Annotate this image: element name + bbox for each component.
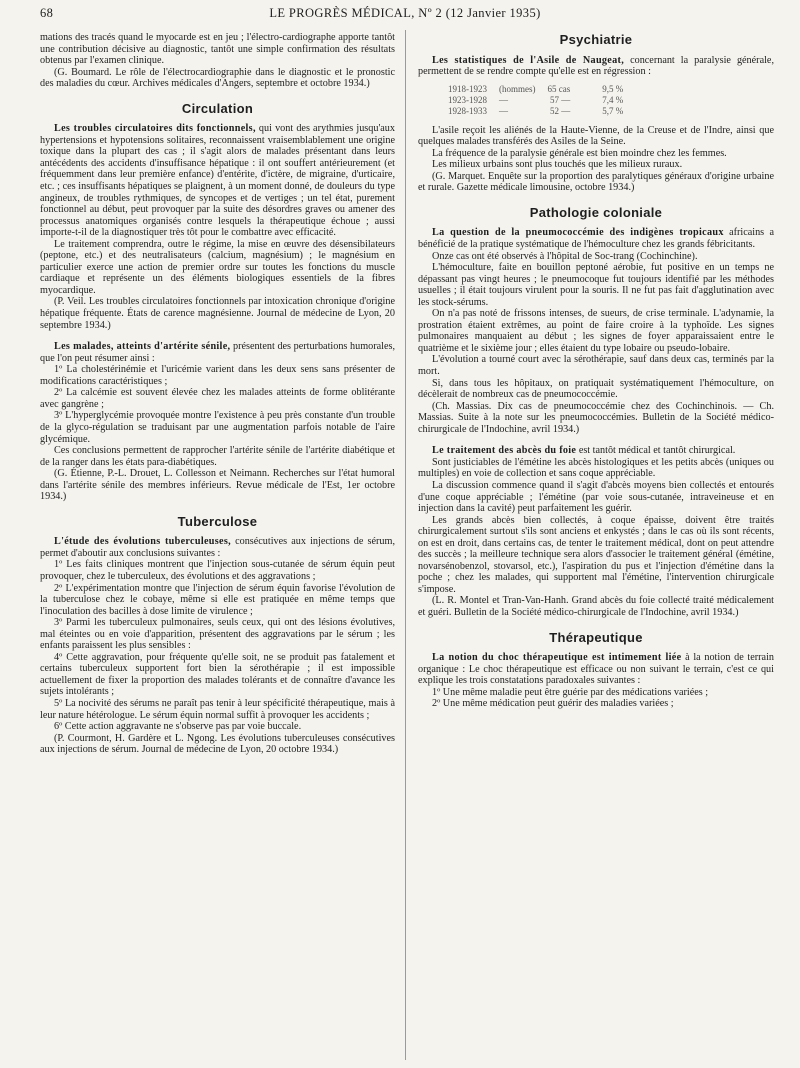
- lead-phrase: Le traitement des abcès du foie: [432, 445, 577, 457]
- paragraph: L'asile reçoit les aliénés de la Haute-Vienne, de la Creuse et de l'Indre, ainsi que quelques malades transférés des Asiles de la Seine.: [418, 124, 774, 148]
- paragraph: Si, dans tous les hôpitaux, on pratiquait systématiquement l'hémoculture, on décèlerait de nombreux cas de pneumococcémie.: [418, 377, 774, 401]
- paragraph: La discussion commence quand il s'agit d'abcès moyens bien collectés et entourés d'une coque appréciable ; l'émétine (par voie sous-cutanée, intraveineuse et en injection dans la cavité) peut parfaitement les guérir.: [418, 479, 774, 515]
- reference: (Ch. Massias. Dix cas de pneumococcémie chez des Cochinchinois. — Ch. Massias. Suite à la note sur les pneumococcémies. Bulletin de la Société médico-chirurgicale de l'Indochine, avril 1934.): [418, 400, 774, 435]
- reference: (G. Boumard. Le rôle de l'électrocardiographie dans le diagnostic et le pronostic des maladies du cœur. Archives médicales d'Angers, septembre et octobre 1934.): [40, 66, 395, 90]
- list-item: 6º Cette action aggravante ne s'observe pas par voie buccale.: [54, 721, 302, 733]
- table-cell: (hommes): [499, 83, 536, 94]
- paragraph: [418, 652, 774, 687]
- table-cell: 1923-1928: [448, 94, 487, 105]
- list-item: 4º Cette aggravation, pour fréquente qu'elle soit, ne se produit pas fatalement et certains tuberculeux supportent fort bien la sérothérapie ; il est impossible actuellement de fixer la proportion des malades tolérants et de connaître d'avance les sujets intolérants ;: [40, 651, 395, 698]
- lead-phrase: Les troubles circulatoires dits fonctionnels,: [54, 123, 256, 135]
- page-number: 68: [40, 6, 54, 20]
- table-cell: 1928-1933: [448, 105, 487, 116]
- paragraph-text: qui vont des arythmies jusqu'aux hypertensions et hypotensions solitaires, reconnaissent vraisemblablement une origine toxique dans la plupart des cas ; il s'agit alors de malades présentant dans leurs antécédents des accidents d'insuffisance hépatique : il ont souffert antérieurement (et fréquemment dans leur première enfance) d'entérite, d'ictère, de migraine, d'urticaire, etc. ; ces insuffisants hépatiques se plaignent, à un moment donné, de douleurs du type angineux, de troubles rythmiques, de syncopes et de vertiges ; un tel état, purement fonctionnel au début, peut provoquer par la suite des désordres graves ou amener des processus anatomiques organisés contre lesquels la thérapeutique échoue ; aussi importe-t-il de la diagnostiquer très tôt pour le combattre avec efficacité.: [40, 123, 395, 239]
- lead-phrase: La question de la pneumococcémie des indigènes tropicaux: [432, 227, 724, 239]
- reference: (G. Marquet. Enquête sur la proportion des paralytiques généraux d'origine urbaine et rurale. Gazette médicale limousine, octobre 1934.): [418, 170, 774, 194]
- list-item: 2º L'expérimentation montre que l'injection de sérum équin favorise l'évolution de la tuberculose chez le cobaye, même si elle est pratiquée en même temps que l'inoculation des bacilles à dose limite de virulence ;: [40, 582, 395, 617]
- table-cell: 52 —: [550, 105, 571, 116]
- list-item: 1º La cholestérinémie et l'uricémie varient dans les deux sens sans présenter de modifications caractéristiques ;: [40, 364, 395, 387]
- table-cell: —: [499, 94, 508, 105]
- table-cell: 9,5 %: [602, 83, 624, 94]
- paragraph: La fréquence de la paralysie générale est bien moindre chez les femmes.: [432, 147, 727, 159]
- column-divider: [405, 30, 406, 1060]
- table-row: [448, 106, 635, 117]
- right-column: [418, 32, 774, 710]
- list-item: 3º Parmi les tuberculeux pulmonaires, seuls ceux, qui ont des lésions évolutives, mal éteintes ou en voie d'apparition, présentent des aggravations par le sérum ; les enfants paraissent les plus sensibles :: [40, 617, 395, 652]
- paragraph-text: consécutives aux injections de sérum, permet d'aboutir aux conclusions suivantes :: [40, 536, 395, 559]
- paragraph: [40, 123, 395, 238]
- paragraph: [40, 341, 395, 364]
- reference: (G. Étienne, P.-L. Drouet, L. Collesson et Neimann. Recherches sur l'état humoral dans l'artérite sénile des membres inférieurs. Revue médicale de l'Est, 1er octobre 1934.): [40, 468, 395, 503]
- paragraph: mations des tracés quand le myocarde est en jeu ; l'électro-cardiographe apporte tantôt une contribution décisive au diagnostic, tantôt une simple confirmation des résultats obtenus par l'examen clinique.: [40, 32, 395, 67]
- paragraph-text: à la notion de terrain organique : Le choc thérapeutique est efficace ou non suivant le terrain, c'est ce qui explique les trois constatations paradoxales suivantes :: [418, 652, 774, 687]
- list-item: 1º Les faits cliniques montrent que l'injection sous-cutanée de sérum équin peut provoquer, chez le tuberculeux, des évolutions et des aggravations ;: [40, 559, 395, 582]
- list-item: 5º La nocivité des sérums ne paraît pas tenir à leur spécificité thérapeutique, mais à leur nature hétérologue. Le sérum équin normal suffit à provoquer les accidents ;: [40, 697, 395, 721]
- running-title: LE PROGRÈS MÉDICAL, Nº 2 (12 Janvier 1935): [269, 6, 541, 20]
- paragraph: [40, 536, 395, 559]
- section-heading-pathologie-coloniale: Pathologie coloniale: [529, 204, 663, 220]
- lead-phrase: L'étude des évolutions tuberculeuses,: [54, 536, 231, 548]
- lead-phrase: Les statistiques de l'Asile de Naugeat,: [432, 54, 625, 66]
- paragraph-text: africains a bénéficié de la pratique systématique de l'hémoculture chez les grands fébricitants.: [418, 227, 775, 251]
- table-cell: 1918-1923: [448, 83, 487, 94]
- section-heading-psychiatrie: Psychiatrie: [559, 32, 633, 47]
- paragraph: Sont justiciables de l'émétine les abcès histologiques et les petits abcès (uniques ou multiples) en voie de collection et sans coque appréciable.: [418, 456, 774, 480]
- table-row: [448, 95, 635, 106]
- paragraph-text: est tantôt médical et tantôt chirurgical.: [576, 445, 736, 457]
- list-item: 2º Une même médication peut guérir des maladies variées ;: [432, 698, 674, 710]
- lead-phrase: La notion du choc thérapeutique est intimement liée: [432, 652, 682, 664]
- table-cell: 5,7 %: [602, 105, 624, 116]
- paragraph: L'hémoculture, faite en bouillon peptoné aérobie, fut positive en un temps ne dépassant pas vingt heures ; le pneumocoque fut toujours identifié par les méthodes usuelles ; il était toujours virulent pour la souris. Il ne fut pas fait d'agglutination avec les stock-sérums.: [418, 262, 774, 308]
- list-item: 3º L'hyperglycémie provoquée montre l'existence à peu près constante d'un trouble de la glyco-régulation se traduisant par une augmentation parfois notable de l'aire glycémique.: [40, 410, 395, 445]
- list-item: 1º Une même maladie peut être guérie par des médications variées ;: [432, 686, 709, 698]
- paragraph: Les grands abcès bien collectés, à coque épaisse, doivent être traités chirurgicalement surtout s'ils sont anciens et enkystés ; dans le cas où ils sont récents, on est en droit, dans certains cas, de tenter le traitement médical, dont on peut attendre des succès ; la meilleure technique sera alors d'associer le traitement général (émétine, novarsénobenzol, stovarsol, etc.), l'aspiration du pus et l'injection d'émétine dans la poche ; chez les malades, qui supportent mal l'émétine, l'intervention chirurgicale s'impose.: [418, 514, 774, 595]
- paragraph: Ces conclusions permettent de rapprocher l'artérite sénile de l'artérite diabétique et de la ranger dans les états para-diabétiques.: [40, 445, 395, 468]
- list-item: 2º La calcémie est souvent élevée chez les malades atteints de forme oblitérante avec gangrène ;: [40, 387, 395, 410]
- table-cell: 65 cas: [547, 83, 571, 94]
- reference: (P. Courmont, H. Gardère et L. Ngong. Les évolutions tuberculeuses consécutives aux injections de sérum. Journal de médecine de Lyon, 20 octobre 1934.): [40, 732, 395, 756]
- section-heading-therapeutique: Thérapeutique: [549, 629, 643, 645]
- paragraph: Le traitement comprendra, outre le régime, la mise en œuvre des désensibilateurs (peptone, etc.) et des neutralisateurs (calcium, magnésium) ; le magnésium en particulier exerce une action de premier ordre sur toutes les fonctions du muscle cardiaque et représente un des éléments biologiques essentiels de la fibres myocardique.: [40, 238, 395, 296]
- section-heading-circulation: Circulation: [181, 100, 254, 116]
- reference: (P. Veil. Les troubles circulatoires fonctionnels par intoxication chronique d'origine hépatique fréquente. États de carence magnésienne. Journal de médecine de Lyon, 20 septembre 1934.): [40, 296, 395, 331]
- section-heading-tuberculose: Tuberculose: [177, 513, 258, 529]
- paragraph: [418, 227, 774, 250]
- table-cell: 57 —: [550, 94, 571, 105]
- paragraph-text: présentent des perturbations humorales, que l'on peut résumer ainsi :: [40, 341, 395, 364]
- paragraph-text: concernant la paralysie générale, permettent de se rendre compte qu'elle est en régression :: [418, 54, 774, 78]
- paragraph: On n'a pas noté de frissons intenses, de sueurs, de crise terminale. L'adynamie, la prostration étaient extrêmes, au point de faire croire à la typhoïde. Les signes pulmonaires manquaient au début ; les signes de foyer apparaissaient entre le quatrième et le sixième jour ; elles étaient du type lobaire ou pseudo-lobaire.: [418, 308, 774, 354]
- paragraph: [418, 445, 774, 457]
- lead-phrase: Les malades, atteints d'artérite sénile,: [54, 341, 231, 353]
- running-header: [40, 6, 770, 24]
- paragraph: L'évolution a tourné court avec la sérothérapie, sauf dans deux cas, terminés par la mort.: [418, 354, 774, 378]
- paragraph: Les milieux urbains sont plus touchés que les milieux ruraux.: [432, 159, 683, 171]
- left-column: [40, 32, 395, 756]
- table-row: [448, 84, 635, 95]
- table-cell: —: [499, 105, 508, 116]
- table-cell: 7,4 %: [602, 94, 624, 105]
- reference: (L. R. Montel et Tran-Van-Hanh. Grand abcès du foie collecté traité médicalement et guéri. Bulletin de la Société médico-chirurgicale de l'Indochine, avril 1934.): [418, 595, 774, 618]
- statistics-table: [448, 84, 635, 117]
- paragraph: Onze cas ont été observés à l'hôpital de Soc-trang (Cochinchine).: [432, 250, 698, 262]
- paragraph: [418, 55, 774, 78]
